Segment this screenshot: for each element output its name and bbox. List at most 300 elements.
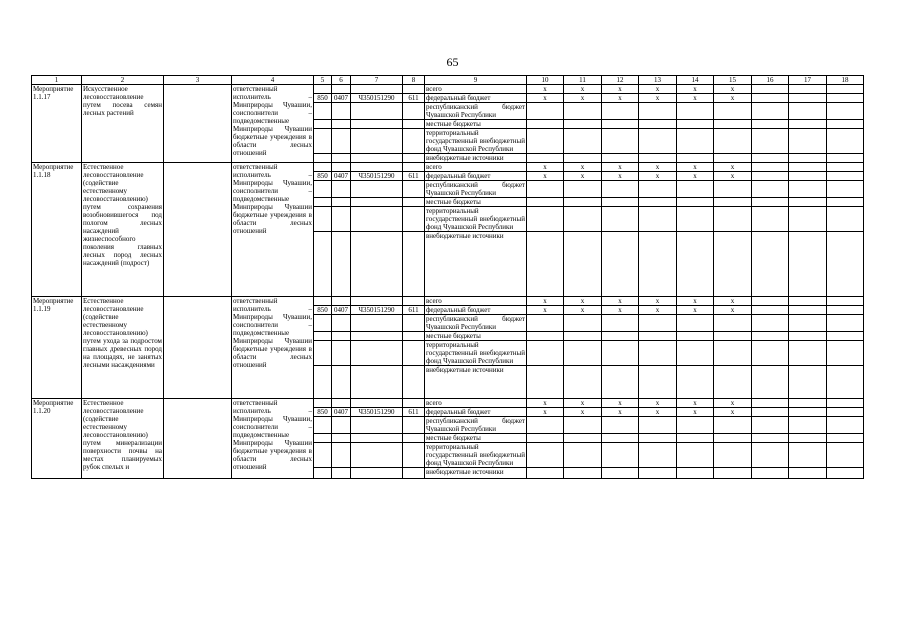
- value-cell: [602, 198, 639, 207]
- value-cell: x: [602, 94, 639, 103]
- value-cell: x: [639, 399, 677, 408]
- value-cell: x: [639, 408, 677, 417]
- code-cell: [351, 332, 403, 341]
- value-cell: [789, 154, 827, 163]
- value-cell: [677, 198, 714, 207]
- value-cell: x: [714, 408, 752, 417]
- code-cell: [332, 103, 351, 120]
- value-cell: [789, 94, 827, 103]
- funding-source: всего: [425, 399, 527, 408]
- code-cell: [332, 207, 351, 232]
- code-grbs: 850: [314, 306, 332, 315]
- code-cell: [314, 207, 332, 232]
- code-cell: [332, 434, 351, 443]
- measure-id: Мероприятие 1.1.20: [32, 399, 82, 479]
- value-cell: [602, 154, 639, 163]
- value-cell: x: [714, 85, 752, 94]
- value-cell: [602, 468, 639, 479]
- value-cell: [677, 181, 714, 198]
- value-cell: [827, 232, 864, 297]
- value-cell: x: [602, 172, 639, 181]
- value-cell: [602, 315, 639, 332]
- value-cell: [527, 341, 564, 366]
- value-cell: x: [602, 85, 639, 94]
- code-cell: [332, 85, 351, 94]
- code-cell: [332, 181, 351, 198]
- value-cell: [789, 468, 827, 479]
- code-cell: [332, 129, 351, 154]
- value-cell: x: [677, 163, 714, 172]
- code-cell: [314, 129, 332, 154]
- value-cell: x: [564, 94, 602, 103]
- value-cell: x: [564, 399, 602, 408]
- code-cell: [403, 399, 425, 408]
- value-cell: [564, 129, 602, 154]
- code-cell: [332, 120, 351, 129]
- value-cell: [639, 434, 677, 443]
- value-cell: [639, 103, 677, 120]
- code-target: Ч350151290: [351, 172, 403, 181]
- value-cell: [677, 332, 714, 341]
- value-cell: x: [639, 85, 677, 94]
- value-cell: [752, 198, 789, 207]
- funding-source: внебюджетные источники: [425, 154, 527, 163]
- value-cell: [789, 306, 827, 315]
- code-cell: [351, 129, 403, 154]
- header-cell: 9: [425, 76, 527, 85]
- value-cell: [827, 434, 864, 443]
- value-cell: [527, 332, 564, 341]
- page-number: 65: [446, 55, 459, 69]
- value-cell: x: [564, 297, 602, 306]
- code-cell: [332, 443, 351, 468]
- funding-source: территориальный государственный внебюджетный фонд Чувашской Республики: [426, 129, 525, 153]
- code-cell: [403, 232, 425, 297]
- value-cell: [789, 332, 827, 341]
- value-cell: [564, 198, 602, 207]
- value-cell: [564, 154, 602, 163]
- value-cell: [677, 315, 714, 332]
- value-cell: [639, 332, 677, 341]
- value-cell: [677, 154, 714, 163]
- value-cell: [752, 154, 789, 163]
- value-cell: [714, 341, 752, 366]
- value-cell: [564, 232, 602, 297]
- measure-id: Мероприятие 1.1.18: [32, 163, 82, 297]
- table-row: [32, 85, 864, 94]
- value-cell: [789, 120, 827, 129]
- value-cell: [639, 120, 677, 129]
- value-cell: [752, 163, 789, 172]
- value-cell: [639, 341, 677, 366]
- code-cell: [314, 154, 332, 163]
- value-cell: [827, 120, 864, 129]
- value-cell: [789, 399, 827, 408]
- co-executor-cell: [164, 297, 232, 399]
- code-cell: [351, 207, 403, 232]
- code-cell: [314, 103, 332, 120]
- value-cell: [602, 232, 639, 297]
- measure-name: Естественное лесовосстановление (содействие естественному лесовосстановлению) путем сохранения возобновившегося под пологом лесных насаждений жизнеспособного поколения главных лесных пород лесных насаждений (подрост): [82, 163, 164, 297]
- value-cell: x: [677, 399, 714, 408]
- code-cell: [351, 163, 403, 172]
- value-cell: [639, 181, 677, 198]
- value-cell: [752, 434, 789, 443]
- value-cell: [639, 207, 677, 232]
- value-cell: x: [602, 408, 639, 417]
- header-cell: 17: [789, 76, 827, 85]
- value-cell: [527, 198, 564, 207]
- code-cell: [314, 315, 332, 332]
- value-cell: x: [639, 172, 677, 181]
- funding-source: федеральный бюджет: [425, 94, 527, 103]
- funding-source: местные бюджеты: [425, 434, 527, 443]
- code-type: 611: [403, 172, 425, 181]
- funding-source: республиканский бюджет Чувашской Республики: [426, 417, 525, 433]
- code-cell: [332, 332, 351, 341]
- measure-id: Мероприятие 1.1.17: [32, 85, 82, 163]
- value-cell: [602, 120, 639, 129]
- value-cell: x: [527, 85, 564, 94]
- header-cell: 14: [677, 76, 714, 85]
- value-cell: [752, 306, 789, 315]
- value-cell: [639, 129, 677, 154]
- funding-source: федеральный бюджет: [425, 306, 527, 315]
- value-cell: x: [677, 408, 714, 417]
- code-cell: [403, 163, 425, 172]
- value-cell: [639, 198, 677, 207]
- value-cell: [827, 172, 864, 181]
- value-cell: [789, 315, 827, 332]
- value-cell: [564, 417, 602, 434]
- value-cell: [677, 366, 714, 399]
- value-cell: [564, 434, 602, 443]
- value-cell: [752, 408, 789, 417]
- code-cell: [314, 417, 332, 434]
- code-cell: [314, 332, 332, 341]
- value-cell: x: [602, 306, 639, 315]
- program-table: [31, 75, 864, 479]
- code-type: 611: [403, 408, 425, 417]
- value-cell: [752, 315, 789, 332]
- code-section: 0407: [332, 172, 351, 181]
- funding-source: республиканский бюджет Чувашской Республики: [426, 315, 525, 331]
- value-cell: [789, 103, 827, 120]
- funding-source: всего: [425, 85, 527, 94]
- value-cell: [789, 366, 827, 399]
- header-cell: 4: [232, 76, 314, 85]
- code-cell: [403, 85, 425, 94]
- value-cell: [602, 103, 639, 120]
- value-cell: [752, 366, 789, 399]
- value-cell: x: [677, 306, 714, 315]
- value-cell: [564, 332, 602, 341]
- value-cell: [752, 468, 789, 479]
- funding-source: республиканский бюджет Чувашской Республики: [426, 103, 525, 119]
- code-cell: [351, 341, 403, 366]
- code-cell: [332, 341, 351, 366]
- code-cell: [351, 434, 403, 443]
- value-cell: [827, 129, 864, 154]
- code-cell: [403, 443, 425, 468]
- header-cell: 13: [639, 76, 677, 85]
- code-cell: [314, 297, 332, 306]
- value-cell: [677, 120, 714, 129]
- code-cell: [314, 468, 332, 479]
- value-cell: [714, 315, 752, 332]
- value-cell: [602, 332, 639, 341]
- value-cell: [639, 154, 677, 163]
- code-grbs: 850: [314, 94, 332, 103]
- code-target: Ч350151290: [351, 94, 403, 103]
- funding-source: всего: [425, 297, 527, 306]
- value-cell: [752, 297, 789, 306]
- value-cell: [827, 468, 864, 479]
- value-cell: [752, 417, 789, 434]
- code-cell: [351, 399, 403, 408]
- code-cell: [314, 232, 332, 297]
- header-cell: 6: [332, 76, 351, 85]
- value-cell: x: [602, 399, 639, 408]
- value-cell: [527, 232, 564, 297]
- value-cell: [639, 417, 677, 434]
- value-cell: [789, 408, 827, 417]
- code-cell: [403, 103, 425, 120]
- value-cell: [752, 94, 789, 103]
- value-cell: [527, 434, 564, 443]
- code-cell: [351, 154, 403, 163]
- value-cell: [752, 443, 789, 468]
- funding-source: местные бюджеты: [425, 120, 527, 129]
- value-cell: [827, 443, 864, 468]
- header-cell: 3: [164, 76, 232, 85]
- value-cell: x: [564, 408, 602, 417]
- value-cell: [677, 207, 714, 232]
- value-cell: [527, 120, 564, 129]
- value-cell: [564, 120, 602, 129]
- funding-source: всего: [425, 163, 527, 172]
- code-cell: [314, 85, 332, 94]
- co-executor-cell: [164, 399, 232, 479]
- value-cell: [714, 332, 752, 341]
- value-cell: [564, 181, 602, 198]
- code-type: 611: [403, 306, 425, 315]
- value-cell: [677, 443, 714, 468]
- value-cell: [752, 120, 789, 129]
- value-cell: [752, 129, 789, 154]
- value-cell: [527, 468, 564, 479]
- value-cell: x: [564, 172, 602, 181]
- value-cell: [827, 408, 864, 417]
- value-cell: x: [714, 399, 752, 408]
- value-cell: x: [602, 163, 639, 172]
- funding-source: местные бюджеты: [425, 332, 527, 341]
- value-cell: [714, 154, 752, 163]
- header-cell: 10: [527, 76, 564, 85]
- code-cell: [314, 163, 332, 172]
- value-cell: [752, 332, 789, 341]
- code-cell: [314, 434, 332, 443]
- funding-source: местные бюджеты: [425, 198, 527, 207]
- value-cell: [677, 341, 714, 366]
- value-cell: [752, 207, 789, 232]
- value-cell: [677, 232, 714, 297]
- funding-source: территориальный государственный внебюджетный фонд Чувашской Республики: [426, 443, 525, 467]
- code-cell: [351, 315, 403, 332]
- code-cell: [403, 154, 425, 163]
- value-cell: [827, 163, 864, 172]
- value-cell: [527, 207, 564, 232]
- value-cell: [827, 315, 864, 332]
- value-cell: [827, 297, 864, 306]
- code-cell: [351, 468, 403, 479]
- header-cell: 11: [564, 76, 602, 85]
- value-cell: x: [639, 297, 677, 306]
- code-cell: [403, 297, 425, 306]
- responsible-executor: ответственный исполнитель – Минприроды Чувашии, соисполнители – подведомственные Минприроды Чувашии бюджетные учреждения в области лесных отношений: [232, 163, 314, 297]
- value-cell: [827, 366, 864, 399]
- value-cell: x: [527, 94, 564, 103]
- value-cell: [527, 366, 564, 399]
- value-cell: [752, 172, 789, 181]
- value-cell: [564, 443, 602, 468]
- code-cell: [332, 232, 351, 297]
- value-cell: [639, 443, 677, 468]
- value-cell: x: [639, 94, 677, 103]
- value-cell: [789, 417, 827, 434]
- value-cell: x: [527, 163, 564, 172]
- code-cell: [351, 366, 403, 399]
- code-cell: [403, 198, 425, 207]
- responsible-executor: ответственный исполнитель – Минприроды Чувашии, соисполнители – подведомственные Минприроды Чувашии бюджетные учреждения в области лесных отношений: [232, 85, 314, 163]
- header-cell: 8: [403, 76, 425, 85]
- value-cell: [789, 443, 827, 468]
- value-cell: x: [714, 94, 752, 103]
- code-cell: [403, 207, 425, 232]
- value-cell: [752, 341, 789, 366]
- co-executor-cell: [164, 163, 232, 297]
- value-cell: [714, 417, 752, 434]
- value-cell: [752, 103, 789, 120]
- code-cell: [351, 120, 403, 129]
- table-row: [32, 163, 864, 172]
- value-cell: [789, 198, 827, 207]
- value-cell: [564, 341, 602, 366]
- code-cell: [403, 129, 425, 154]
- code-cell: [332, 366, 351, 399]
- code-cell: [314, 366, 332, 399]
- value-cell: [564, 468, 602, 479]
- value-cell: [639, 366, 677, 399]
- code-target: Ч350151290: [351, 306, 403, 315]
- value-cell: [827, 154, 864, 163]
- value-cell: x: [677, 172, 714, 181]
- code-target: Ч350151290: [351, 408, 403, 417]
- value-cell: [714, 207, 752, 232]
- value-cell: [789, 297, 827, 306]
- header-cell: 16: [752, 76, 789, 85]
- code-cell: [403, 332, 425, 341]
- code-cell: [314, 198, 332, 207]
- value-cell: x: [564, 85, 602, 94]
- value-cell: [789, 129, 827, 154]
- value-cell: [789, 207, 827, 232]
- code-section: 0407: [332, 408, 351, 417]
- value-cell: [602, 207, 639, 232]
- value-cell: x: [527, 297, 564, 306]
- code-cell: [332, 198, 351, 207]
- value-cell: x: [602, 297, 639, 306]
- code-cell: [403, 315, 425, 332]
- code-cell: [314, 443, 332, 468]
- value-cell: [714, 232, 752, 297]
- code-cell: [403, 417, 425, 434]
- measure-name: Естественное лесовосстановление (содействие естественному лесовосстановлению) путем минерализации поверхности почвы на местах планируемых рубок спелых и: [82, 399, 164, 479]
- code-grbs: 850: [314, 172, 332, 181]
- value-cell: x: [564, 306, 602, 315]
- value-cell: x: [639, 306, 677, 315]
- code-cell: [314, 120, 332, 129]
- code-cell: [403, 468, 425, 479]
- value-cell: [789, 172, 827, 181]
- funding-source: республиканский бюджет Чувашской Республики: [426, 181, 525, 197]
- value-cell: x: [527, 306, 564, 315]
- code-cell: [332, 163, 351, 172]
- value-cell: [827, 198, 864, 207]
- value-cell: [714, 103, 752, 120]
- header-cell: 2: [82, 76, 164, 85]
- value-cell: [714, 181, 752, 198]
- value-cell: [789, 181, 827, 198]
- code-cell: [351, 198, 403, 207]
- value-cell: x: [677, 297, 714, 306]
- value-cell: [827, 306, 864, 315]
- code-cell: [332, 417, 351, 434]
- value-cell: x: [714, 297, 752, 306]
- value-cell: [602, 366, 639, 399]
- value-cell: [827, 207, 864, 232]
- code-cell: [314, 181, 332, 198]
- code-cell: [351, 103, 403, 120]
- funding-source: территориальный государственный внебюджетный фонд Чувашской Республики: [426, 207, 525, 231]
- value-cell: [564, 315, 602, 332]
- code-type: 611: [403, 94, 425, 103]
- header-cell: 18: [827, 76, 864, 85]
- value-cell: [827, 94, 864, 103]
- code-cell: [351, 181, 403, 198]
- value-cell: [639, 468, 677, 479]
- code-cell: [332, 468, 351, 479]
- value-cell: x: [527, 408, 564, 417]
- value-cell: [827, 103, 864, 120]
- value-cell: [827, 399, 864, 408]
- value-cell: [527, 181, 564, 198]
- value-cell: [602, 181, 639, 198]
- value-cell: [677, 417, 714, 434]
- value-cell: x: [527, 172, 564, 181]
- value-cell: x: [677, 94, 714, 103]
- measure-id: Мероприятие 1.1.19: [32, 297, 82, 399]
- code-cell: [332, 399, 351, 408]
- value-cell: [827, 332, 864, 341]
- code-cell: [351, 417, 403, 434]
- value-cell: [752, 181, 789, 198]
- funding-source: федеральный бюджет: [425, 408, 527, 417]
- header-cell: 12: [602, 76, 639, 85]
- code-cell: [351, 297, 403, 306]
- value-cell: [789, 341, 827, 366]
- value-cell: [527, 443, 564, 468]
